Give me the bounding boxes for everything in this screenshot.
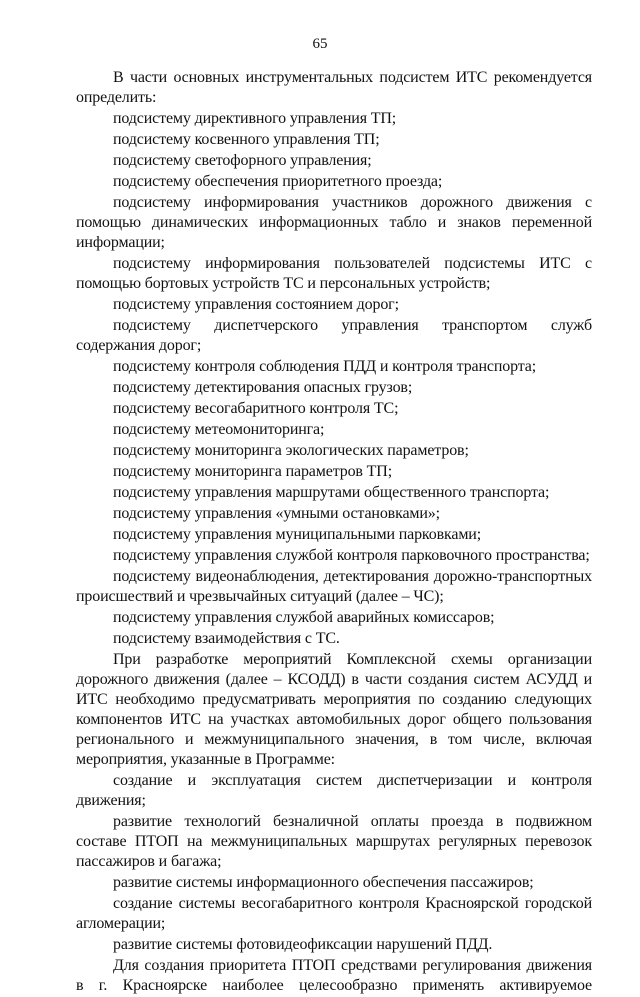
document-body [76, 68, 592, 997]
list-item: подсистему управления службой аварийных комиссаров; [113, 609, 495, 626]
list-item: подсистему весогабаритного контроля ТС; [113, 400, 399, 417]
list-item: подсистему информирования участников дорожного движения с помощью динамических информационных табло и знаков переменной информации; [76, 194, 592, 251]
list-item: создание системы весогабаритного контроля Красноярской городской агломерации; [76, 895, 592, 932]
list-item: подсистему управления муниципальными парковками; [113, 526, 482, 543]
list-item: развитие технологий безналичной оплаты проезда в подвижном составе ПТОП на межмуниципальных маршрутах регулярных перевозок пассажиров и багажа; [76, 813, 592, 870]
list-item: развитие системы фотовидеофиксации нарушений ПДД. [113, 936, 493, 953]
list-item: подсистему контроля соблюдения ПДД и контроля транспорта; [113, 358, 537, 375]
paragraph: Для создания приоритета ПТОП средствами регулирования движения в г. Красноярске наиболее целесообразно применять активируемое [76, 957, 592, 994]
list-item: подсистему управления «умными остановками»; [113, 505, 440, 522]
list-item: подсистему обеспечения приоритетного проезда; [113, 173, 443, 190]
list-item: подсистему управления маршрутами общественного транспорта; [113, 484, 550, 501]
list-item: подсистему мониторинга параметров ТП; [113, 463, 393, 480]
list-item: подсистему информирования пользователей подсистемы ИТС с помощью бортовых устройств ТС и персональных устройств; [76, 255, 592, 292]
list-item: подсистему метеомониторинга; [113, 421, 325, 438]
list-item: подсистему управления службой контроля парковочного пространства; [113, 547, 590, 564]
list-item: подсистему косвенного управления ТП; [113, 131, 380, 148]
list-item: подсистему видеонаблюдения, детектирования дорожно-транспортных происшествий и чрезвычайных ситуаций (далее – ЧС); [76, 568, 592, 605]
list-item: подсистему взаимодействия с ТС. [113, 630, 340, 647]
list-item: подсистему мониторинга экологических параметров; [113, 442, 469, 459]
paragraph: В части основных инструментальных подсистем ИТС рекомендуется определить: [76, 69, 592, 106]
list-item: создание и эксплуатация систем диспетчеризации и контроля движения; [76, 772, 592, 809]
list-item: развитие системы информационного обеспечения пассажиров; [113, 874, 534, 891]
list-item: подсистему светофорного управления; [113, 152, 372, 169]
list-item: подсистему детектирования опасных грузов; [113, 379, 413, 396]
list-item: подсистему управления состоянием дорог; [113, 296, 399, 313]
list-item: подсистему диспетчерского управления транспортом служб содержания дорог; [76, 317, 592, 354]
page-number: 65 [312, 36, 328, 52]
paragraph: При разработке мероприятий Комплексной схемы организации дорожного движения (далее – КСОДД) в части создания систем АСУДД и ИТС необходимо предусматривать мероприятия по созданию следующих компонентов ИТС на участках автомобильных дорог общего пользования регионального и межмуниципального значения, в том числе, включая мероприятия, указанные в Программе: [76, 651, 592, 768]
list-item: подсистему директивного управления ТП; [113, 110, 397, 127]
